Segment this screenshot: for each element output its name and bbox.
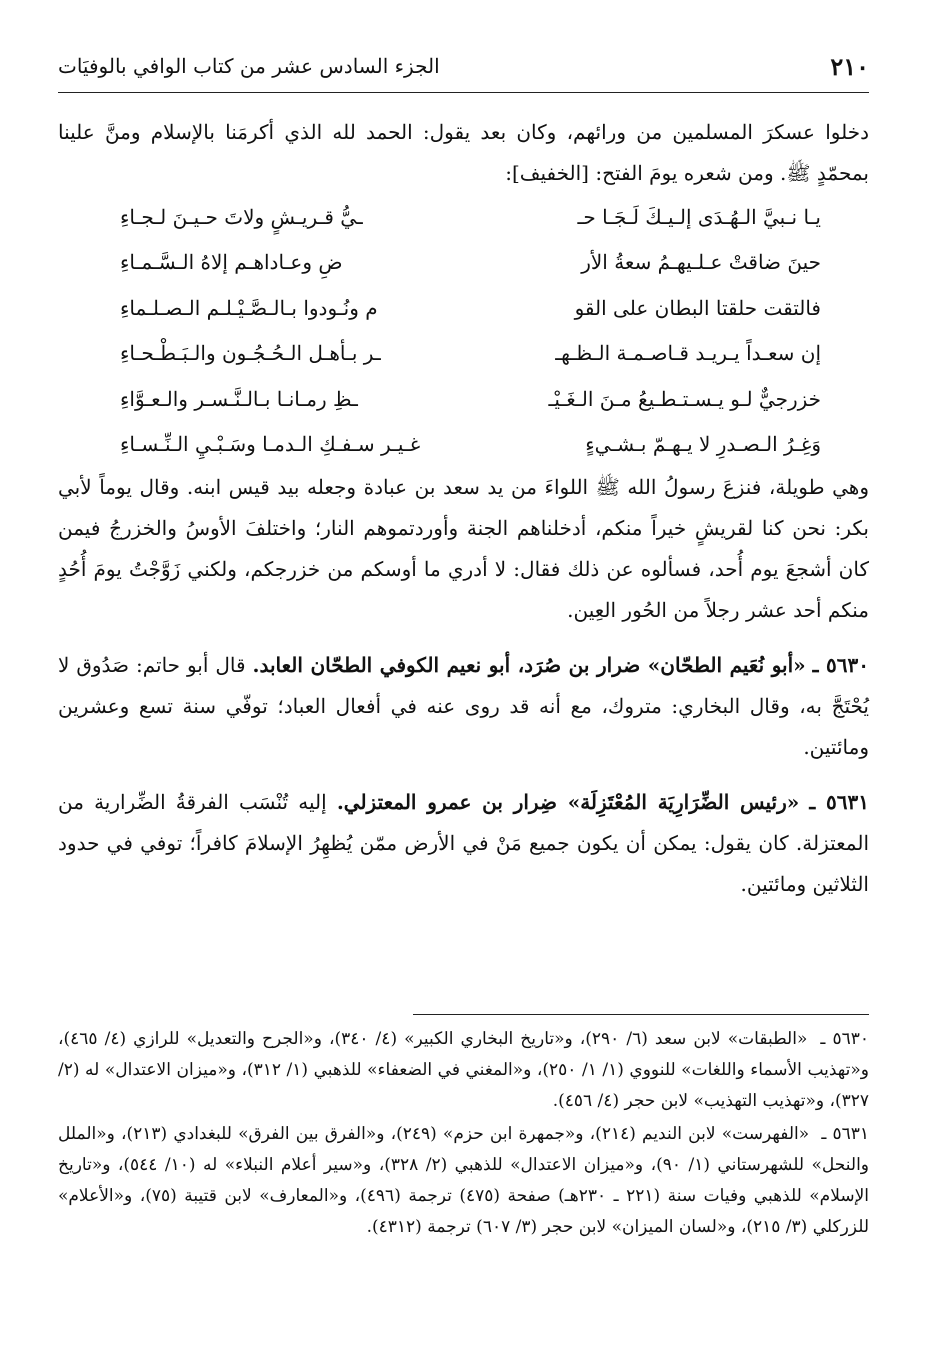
footnote-text: «الفهرست» لابن النديم (٢١٤)، و«جمهرة ابن حزم» (٢٤٩)، و«الفرق بين الفرق» للبغدادي (٢١٣)، و«الملل والنحل» للشهرستاني (١/ ٩٠)، و«ميزان الاعتدال» للذهبي (٢/ ٣٢٨)، و«سير أعلام النبلاء» له (١٠/ ٥٤٤)، و«تاريخ الإسلام» للذهبي وفيات سنة (٢٢١ ـ ٢٣٠هـ) صفحة (٤٧٥) ترجمة (٤٩٦)، و«المعارف» لابن قتيبة (٧٥)، و«الأعلام» للزركلي (٣/ ٢١٥)، و«لسان الميزان» لابن حجر (٣/ ٦٠٧) ترجمة (٤٣١٢). [58,1124,870,1237]
verse-first-hemistich: وَغِـرُ الـصـدرِ لا يـهـمّ بـشـيءٍ [585,432,821,457]
poem-verse [120,194,821,240]
poem-verse [120,240,821,286]
verse-first-hemistich: إن سعـداً يـريـد قـاصـمـة الـظـهـ [555,341,821,366]
footnote-separator [413,1014,869,1015]
footnote-number: ٥٦٣١ ـ [821,1124,870,1144]
verse-second-hemistich: ـظِ رمـانـا بـالـنَّـسـر والـعـوَّاءِ [120,386,358,411]
verse-first-hemistich: حينَ ضاقتْ عـلـيهـمُ سعةُ الأر [581,250,821,275]
entry-body: قال أبو حاتم: صَدُوق لا يُحْتَجَّ به، وقال البخاري: متروك، مع أنه قد روى عنه في أفعال العباد؛ توفّي سنة تسع وعشرين ومائتين. [58,653,869,759]
biography-entry [58,782,869,905]
verse-second-hemistich: ـيُّ قـريـشٍ ولاتَ حـيـنَ لـجـاءِ [120,204,363,229]
entry-heading: «أبو نُعَيم الطحّان» ضرار بن صُرَد، أبو نعيم الكوفي الطحّان العابد. [252,653,806,677]
poem-verse [120,331,821,377]
verse-first-hemistich: يـا نـبيَّ الـهُـدَى إلـيـكَ لَـجَـا حـ [577,204,821,229]
poem-verse [120,376,821,422]
main-text [58,112,869,905]
footnotes [58,1024,869,1245]
footnote [58,1119,869,1243]
entry-heading: «رئيس الضِّرَارِيَة المُعْتَزِلَة» ضِرار بن عمرو المعتزلي. [336,790,800,814]
entry-number: ٥٦٣٠ ـ [812,653,869,677]
verse-second-hemistich: ـر بـأهـل الـحُـجُـون والـبَـطْـحـاءِ [120,341,381,366]
footnote-text: «الطبقات» لابن سعد (٦/ ٢٩٠)، و«تاريخ البخاري الكبير» (٤/ ٣٤٠)، و«الجرح والتعديل» للرازي (٤/ ٤٦٥)، و«تهذيب الأسماء واللغات» للنووي (١/ ١/ ٢٥٠)، و«المغني في الضعفاء» للذهبي (١/ ٣١٢)، و«ميزان الاعتدال» له (٢/ ٣٢٧)، و«تهذيب التهذيب» لابن حجر (٤/ ٤٥٦). [58,1029,869,1111]
entry-number: ٥٦٣١ ـ [809,790,870,814]
verse-first-hemistich: فالتقت حلقتا البطان على القو [574,295,821,320]
verse-second-hemistich: ضِ وعـاداهـم إلاهُ الـسَّـمـاءِ [120,250,343,275]
verse-first-hemistich: خزرجيٌّ لـو يـسـتـطـيعُ مـنَ الـغَـيْـ [548,386,821,411]
poem-verse [120,285,821,331]
footnote-number: ٥٦٣٠ ـ [820,1029,869,1049]
footnote [58,1024,869,1117]
entry-body: إليه تُنْسَب الفرقةُ الضِّرارية من المعتزلة. كان يقول: يمكن أن يكون جميع مَنْ في الأرض ممّن يُظهِرُ الإسلامَ كافراً؛ توفي في حدود الثلاثين ومائتين. [58,790,869,896]
verse-second-hemistich: غـيـر سـفـكِ الـدمـا وسَـبْـيِ الـنِّـسـاءِ [120,432,421,457]
after-poem-paragraph: وهي طويلة، فنزعَ رسولُ الله ﷺ اللواءَ من يد سعد بن عبادة وجعله بيد قيس ابنه. وقال يوماً لأبي بكر: نحن كنا لقريشٍ خيراً منكم، أدخلناهم الجنة وأوردتموهم النار؛ واختلفَ الأوسُ والخزرجُ فيمن كان أشجعَ يوم أُحد، فسألوه عن ذلك فقال: لا أدري ما أوسكم من خزرجكم، ولكني زَوَّجْتُ يومَ أُحُدٍ منكم أحد عشر رجلاً من الحُور العِين. [58,475,869,622]
page-header [58,52,869,93]
intro-paragraph: دخلوا عسكرَ المسلمين من ورائهم، وكان بعد يقول: الحمد لله الذي أكرمَنا بالإسلام ومنَّ علينا بمحمّدٍ ﷺ. ومن شعره يومَ الفتح: [الخفيف]: [58,120,869,185]
verse-second-hemistich: م ونُـودوا بـالـصَّـيْـلـم الـصـلـماءِ [120,295,378,320]
poem [58,194,869,467]
running-title: الجزء السادس عشر من كتاب الوافي بالوفيَات [58,54,440,78]
poem-verse [120,422,821,468]
page-number: ٢١٠ [830,52,869,81]
biography-entry [58,645,869,768]
